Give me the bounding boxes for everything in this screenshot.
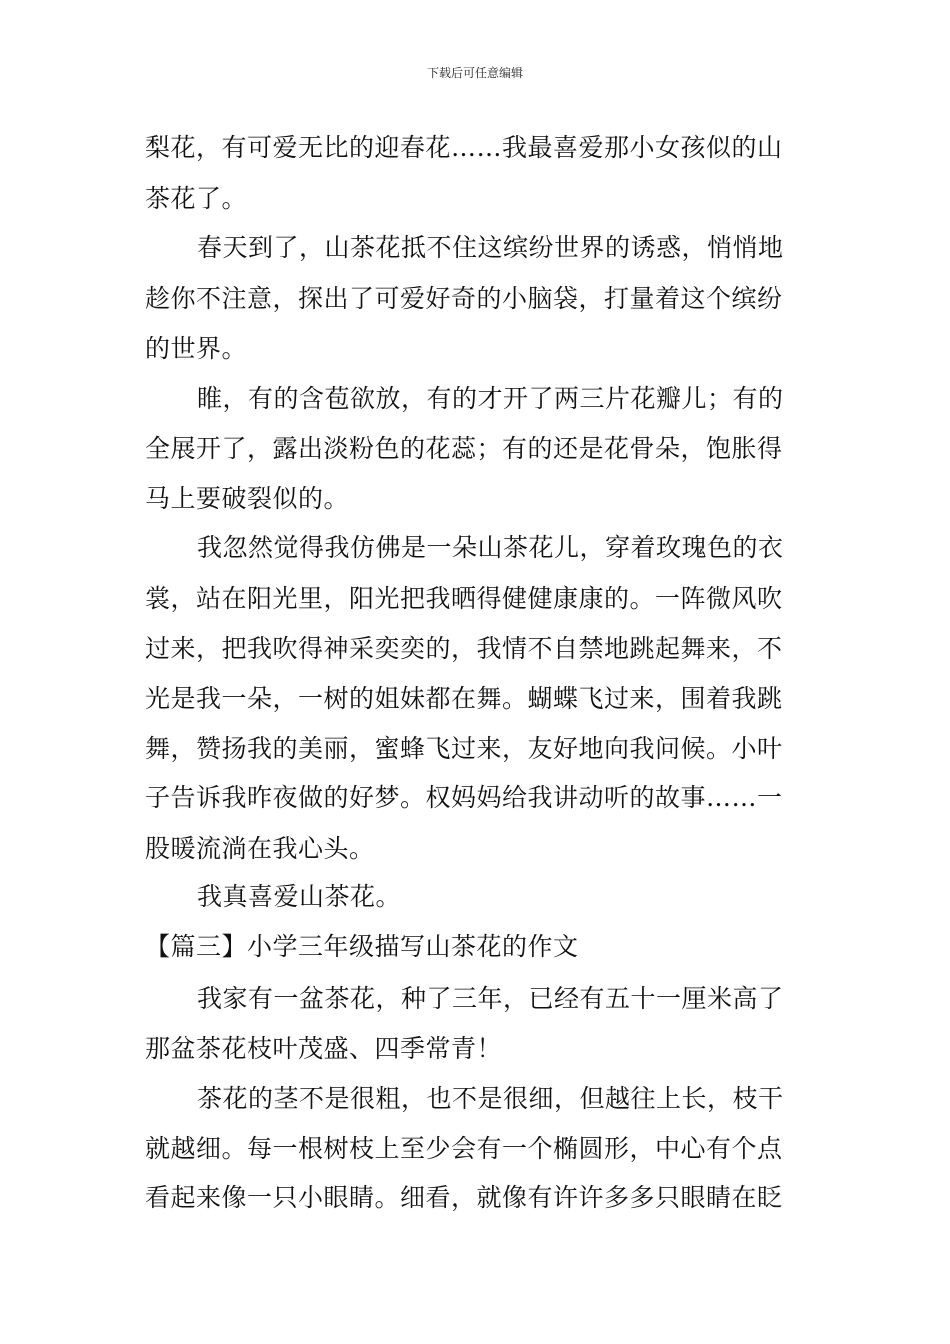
text-line: 我忽然觉得我仿佛是一朵山茶花儿，穿着玫瑰色的衣 bbox=[197, 533, 784, 562]
text-line: 睢，有的含苞欲放，有的才开了两三片花瓣儿；有的 bbox=[197, 384, 784, 413]
text-line: 看起来像一只小眼睛。细看，就像有许许多多只眼睛在眨 bbox=[145, 1183, 783, 1212]
text-line: 茶花了。 bbox=[145, 184, 248, 213]
section-heading: 【篇三】小学三年级描写山茶花的作文 bbox=[145, 932, 579, 961]
text-line: 马上要破裂似的。 bbox=[145, 484, 350, 513]
text-line: 舞，赞扬我的美丽，蜜蜂飞过来，友好地向我问候。小叶 bbox=[145, 734, 783, 763]
text-line: 子告诉我昨夜做的好梦。权妈妈给我讲动听的故事……一 bbox=[145, 783, 783, 812]
text-line: 梨花，有可爱无比的迎春花……我最喜爱那小女孩似的山 bbox=[145, 133, 783, 162]
text-line: 我真喜爱山茶花。 bbox=[197, 882, 402, 911]
text-line: 春天到了，山茶花抵不住这缤纷世界的诱惑，悄悄地 bbox=[197, 233, 784, 262]
text-line: 就越细。每一根树枝上至少会有一个椭圆形，中心有个点 bbox=[145, 1134, 783, 1163]
page-header: 下载后可任意编辑 bbox=[426, 66, 523, 80]
text-line: 的世界。 bbox=[145, 334, 248, 363]
text-line: 裳，站在阳光里，阳光把我晒得健健康康的。一阵微风吹 bbox=[145, 584, 783, 613]
text-line: 股暖流淌在我心头。 bbox=[145, 834, 375, 863]
text-line: 过来，把我吹得神采奕奕的，我情不自禁地跳起舞来，不 bbox=[145, 634, 783, 663]
text-line: 那盆茶花枝叶茂盛、四季常青！ bbox=[145, 1034, 503, 1063]
text-line: 茶花的茎不是很粗，也不是很细，但越往上长，枝干 bbox=[197, 1084, 784, 1113]
text-line: 趁你不注意，探出了可爱好奇的小脑袋，打量着这个缤纷 bbox=[145, 284, 783, 313]
text-line: 全展开了，露出淡粉色的花蕊；有的还是花骨朵，饱胀得 bbox=[145, 434, 783, 463]
text-line: 光是我一朵，一树的姐妹都在舞。蝴蝶飞过来，围着我跳 bbox=[145, 684, 783, 713]
text-line: 我家有一盆茶花，种了三年，已经有五十一厘米高了 bbox=[197, 984, 784, 1013]
